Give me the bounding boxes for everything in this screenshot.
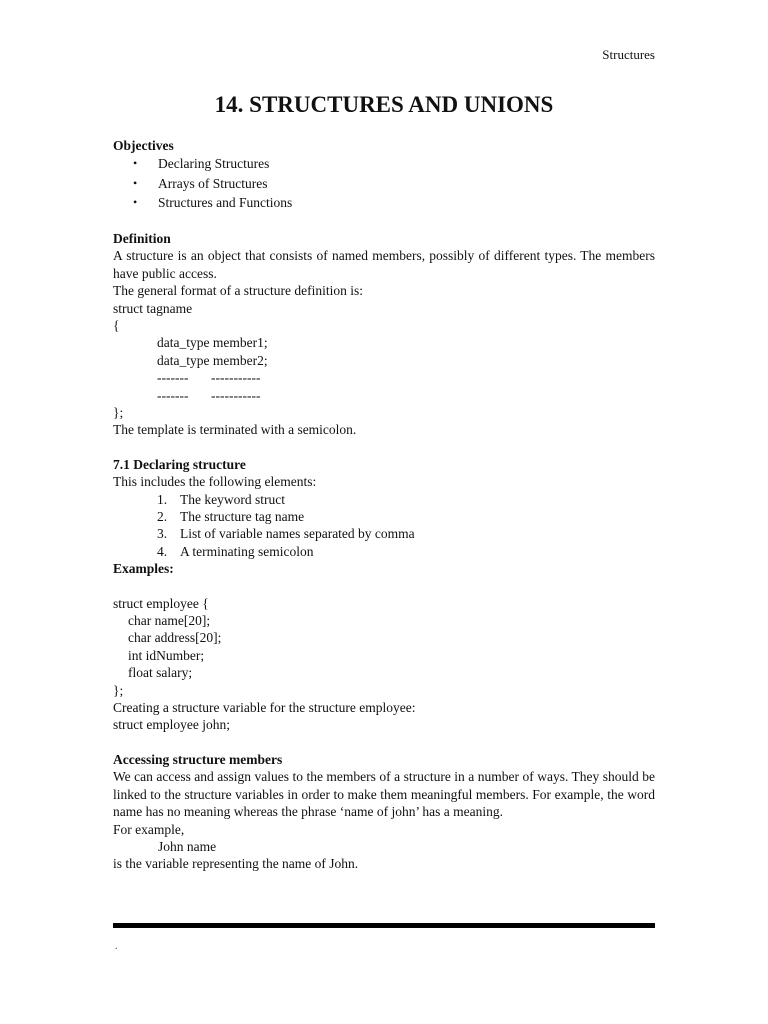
code-line: ------- ----------- (157, 370, 261, 386)
declaring-list (113, 491, 655, 561)
list-item: • Structures and Functions (133, 193, 655, 213)
list-item: • Declaring Structures (133, 154, 655, 174)
accessing-conclusion: is the variable representing the name of John. (113, 856, 359, 872)
footer-mark: . (115, 941, 118, 952)
objectives-heading: Objectives (113, 138, 174, 153)
bullet-icon: • (133, 195, 138, 210)
list-item: • Arrays of Structures (133, 174, 655, 194)
definition-paragraph: A structure is an object that consists of named members, possibly of different types. The members have public access. (113, 248, 655, 281)
accessing-example-value: John name (158, 838, 217, 854)
definition-code-block (113, 300, 655, 422)
list-item: 3. List of variable names separated by comma (157, 526, 415, 542)
variable-code: struct employee john; (113, 717, 230, 733)
code-line: char address[20]; (128, 630, 222, 646)
code-line: struct employee { (113, 595, 209, 611)
page-title: 14. STRUCTURES AND UNIONS (214, 92, 554, 117)
list-item: 4. A terminating semicolon (157, 543, 314, 559)
accessing-paragraph: We can access and assign values to the members of a structure in a number of ways. They should be linked to the structure variables in order to make them meaningful members. For example, the word name has no meaning whereas the phrase ‘name of john’ has a meaning. (113, 769, 655, 820)
code-line: ------- ----------- (157, 387, 261, 403)
code-line: }; (113, 404, 124, 420)
code-line: }; (113, 682, 124, 698)
accessing-heading: Accessing structure members (113, 751, 283, 767)
code-line: char name[20]; (128, 613, 211, 629)
list-item: 1. The keyword struct (157, 491, 285, 507)
document-body (113, 137, 655, 873)
examples-heading: Examples: (113, 561, 174, 577)
objectives-list (113, 154, 655, 213)
bullet-icon: • (133, 175, 138, 190)
declaring-intro: This includes the following elements: (113, 474, 317, 490)
code-line: { (113, 317, 120, 333)
definition-note: The template is terminated with a semicolon. (113, 422, 357, 438)
footer-rule (113, 923, 655, 928)
definition-format-intro: The general format of a structure definition is: (113, 283, 364, 299)
code-line: float salary; (128, 665, 193, 681)
bullet-icon: • (133, 156, 138, 171)
example-code-block (113, 595, 655, 699)
list-item: 2. The structure tag name (157, 509, 305, 524)
definition-heading: Definition (113, 230, 171, 246)
code-line: int idNumber; (128, 647, 205, 663)
declaring-heading: 7.1 Declaring structure (113, 456, 246, 472)
code-line: data_type member2; (157, 352, 268, 368)
variable-intro: Creating a structure variable for the structure employee: (113, 700, 416, 716)
accessing-example-intro: For example, (113, 821, 185, 837)
code-line: data_type member1; (157, 335, 268, 351)
page-header-label: Structures (602, 47, 655, 62)
code-line: struct tagname (113, 300, 193, 316)
